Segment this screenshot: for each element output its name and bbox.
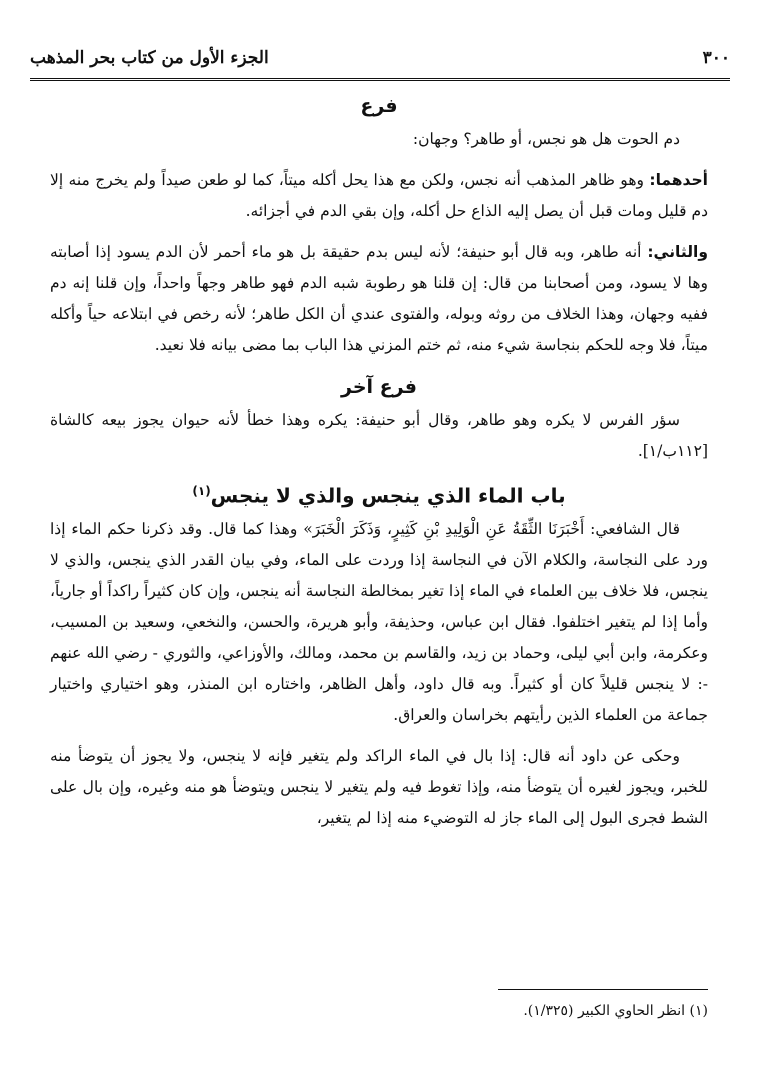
page-number: ٣٠٠ [702, 48, 730, 68]
section-heading-far: فرع [360, 95, 398, 117]
section1-intro: دم الحوت هل هو نجس، أو طاهر؟ وجهان: [412, 130, 680, 148]
chapter-heading [50, 473, 708, 514]
section2-text: سؤر الفرس لا يكره وهو طاهر، وقال أبو حنيفة: يكره وهذا خطأ لأنه حيوان يجوز بيعه كالشاة [١١٢ب/١]. [50, 411, 708, 460]
chapter-title: باب الماء الذي ينجس والذي لا ينجس [210, 483, 566, 508]
footnote: (١) انظر الحاوي الكبير (١/٣٢٥). [523, 1003, 708, 1019]
chapter-paragraph-2: وحكى عن داود أنه قال: إذا بال في الماء الراكد ولم يتغير فإنه لا ينجس، ولا يجوز أن يتوضأ منه للخبر، ويجوز لغيره أن يتوضأ منه، وإذا تغوط فيه ولم يتغير لا ينجس ويتوضأ هو منه وغيره، وإن بال على الشط فجرى البول إلى الماء جاز له التوضيء منه إذا لم يتغير، [50, 746, 708, 827]
section-heading-far-akhar: فرع آخر [341, 376, 417, 398]
first-opinion-text: وهو ظاهر المذهب أنه نجس، ولكن مع هذا يحل أكله ميتاً، كما لو طعن صيداً ولم يخرج منه إلا دم قليل ومات قبل أن يصل إليه الذاع حل أكله، وإن بقي الدم في أجزائه. [50, 171, 708, 220]
footnote-rule [498, 989, 708, 990]
first-opinion-lead: أحدهما: [649, 171, 708, 189]
first-opinion [50, 165, 708, 227]
second-opinion-text: أنه طاهر، وبه قال أبو حنيفة؛ لأنه ليس بدم حقيقة بل هو ماء أحمر لأن الدم يسود إذا أصابته وها لا يسود، ومن أصحابنا من قال: إن قلنا هو رطوبة شبه الدم فهو طاهر وجهاً واحداً، وإن قلنا إنه دم ففيه وجهان، وهذا الخلاف من روثه وبوله، والفتوى عندي أن الكل طاهر؛ لأنه رخص في ابتلاعه حياً وأكله ميتاً، فلا وجه للحكم بنجاسة شيء منه، ثم ختم المزني هذا الباب بما مضى بيانه فلا نعيد. [50, 243, 708, 354]
chapter-paragraph-1: قال الشافعي: أَخْبَرَنَا الثِّقَةُ عَنِ الْوَلِيدِ بْنِ كَثِيرٍ، وَذَكَرَ الْخَبَرَ» وهذا كما قال. وقد ذكرنا حكم الماء إذا ورد على النجاسة، والكلام الآن في النجاسة إذا وردت على الماء، وفي بيان القدر الذي ينجس، والذي لا ينجس، فلا خلاف بين العلماء في الماء إذا تغير بمخالطة النجاسة أنه ينجس، وإن كان كثيراً راكداً أو جارياً، وأما إذا لم يتغير اختلفوا. فقال ابن عباس، وحذيفة، وأبو هريرة، والحسن، والنخعي، وسعيد بن المسيب، وعكرمة، وابن أبي ليلى، وحماد بن زيد، والقاسم بن محمد، ومالك، والأوزاعي، والثوري - رضي الله عنهم -: لا ينجس قليلاً كان أو كثيراً. وبه قال داود، وأهل الظاهر، واختاره ابن المنذر، وهو اختياري واختيار جماعة من العلماء الذين رأيتهم بخراسان والعراق. [50, 519, 708, 724]
page-header [30, 40, 730, 76]
footnote-marker: (١) [192, 484, 211, 498]
main-text [50, 88, 708, 834]
running-title: الجزء الأول من كتاب بحر المذهب [30, 48, 269, 68]
second-opinion-lead: والثاني: [647, 243, 708, 261]
second-opinion [50, 237, 708, 361]
header-rule [30, 78, 730, 81]
